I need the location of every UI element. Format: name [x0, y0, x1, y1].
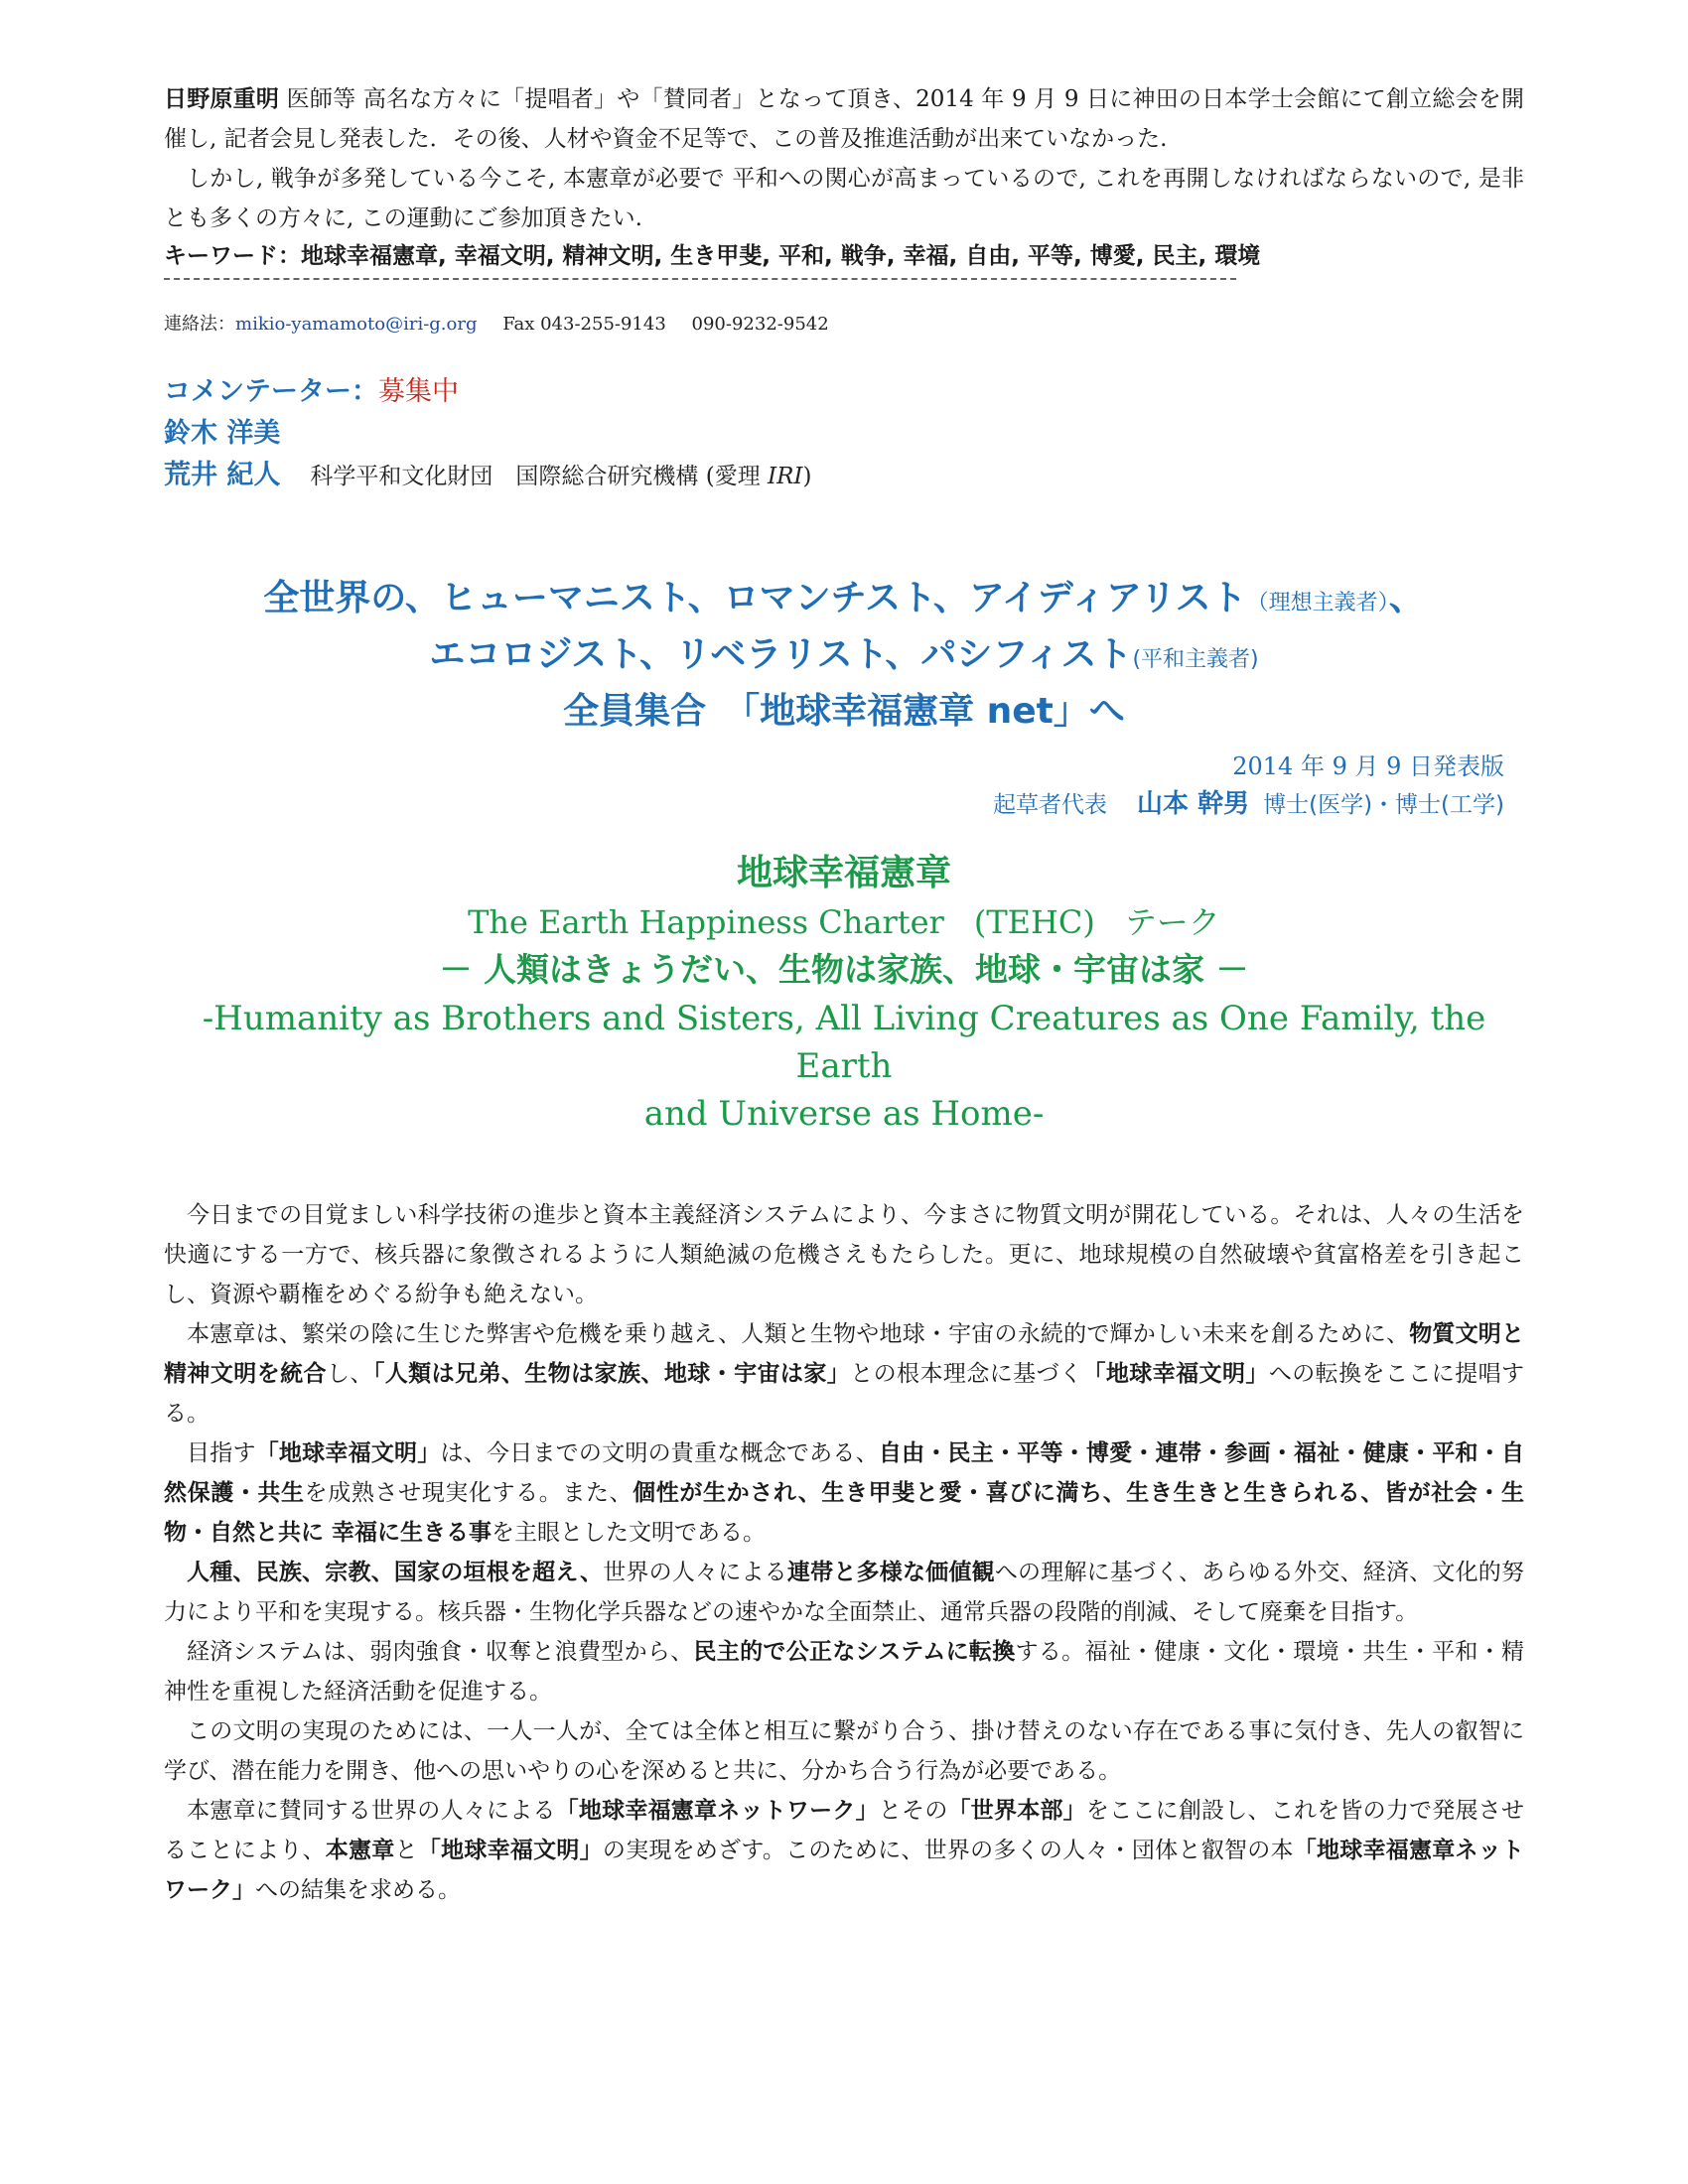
contact-fax: Fax 043-255-9143 — [502, 314, 666, 335]
contact-line — [164, 310, 1524, 336]
keywords-line: キーワード：地球幸福憲章, 幸福文明, 精神文明, 生き甲斐, 平和, 戦争, 幸福, 自由, 平等, 博愛, 民主, 環境 — [164, 243, 1261, 269]
charter-motto-jp: － 人類はきょうだい、生物は家族、地球・宇宙は家 － — [439, 950, 1249, 989]
charter-en-title: The Earth Happiness Charter (TEHC) テーク — [468, 903, 1220, 941]
author-name: 山本 幹男 — [1137, 789, 1250, 819]
intro-paragraph-2: しかし, 戦争が多発している今こそ, 本憲章が必要で 平和への関心が高まっているので, これを再開しなければならないので, 是非とも多くの方々に, この運動にご参加頂きたい. — [164, 166, 1524, 231]
commentator-org: 科学平和文化財団 国際総合研究機構 (愛理 IRI) — [310, 464, 812, 489]
body-paragraph-1: 今日までの目覚ましい科学技術の進歩と資本主義経済システムにより、今まさに物質文明が開花している。それは、人々の生活を快適にする一方で、核兵器に象徴されるように人類絶滅の危機さえもたらした。更に、地球規模の自然破壊や貧富格差を引き起こし、資源や覇権をめぐる紛争も絶えない。 — [164, 1202, 1524, 1307]
publication-date: 2014 年 9 月 9 日発表版 — [1232, 752, 1504, 780]
body-paragraph-2: 本憲章は、繁栄の陰に生じた弊害や危機を乗り越え、人類と生物や地球・宇宙の永続的で輝かしい未来を創るために、物質文明と精神文明を統合し、「人類は兄弟、生物は家族、地球・宇宙は家」との根本理念に基づく「地球幸福文明」への転換をここに提唱する。 — [164, 1321, 1525, 1427]
commentators-status: 募集中 — [378, 376, 459, 407]
call-to-gather-heading: 全世界の、ヒューマニスト、ロマンチスト、アイディアリスト（理想主義者）、 エコロジスト、リベラリスト、パシフィスト(平和主義者) 全員集合 「地球幸福憲章 net」へ — [263, 578, 1425, 732]
body-paragraph-5: 経済システムは、弱肉強食・収奪と浪費型から、民主的で公正なシステムに転換する。福祉・健康・文化・環境・共生・平和・精神性を重視した経済活動を促進する。 — [164, 1639, 1525, 1705]
body-paragraph-6: この文明の実現のためには、一人一人が、全ては全体と相互に繋がり合う、掛け替えのない存在である事に気付き、先人の叡智に学び、潜在能力を開き、他への思いやりの心を深めると共に、分かち合う行為が必要である。 — [164, 1718, 1524, 1784]
charter-motto-en-1: -Humanity as Brothers and Sisters, All Living Creatures as One Family, the Earth — [202, 999, 1486, 1086]
intro-text-1: 医師等 高名な方々に「提唱者」や「賛同者」となって頂き、2014 年 9 月 9 日に神田の日本学士会館にて創立総会を開催し, 記者会見し発表した．その後、人材や資金不足等で、この普及推進活動が出来ていなかった. — [164, 86, 1525, 152]
commentators-block — [164, 371, 1524, 497]
intro-paragraph-1 — [164, 79, 1524, 159]
body-paragraph-3: 目指す「地球幸福文明」は、今日までの文明の貴重な概念である、自由・民主・平等・博愛・連帯・参画・福祉・健康・平和・自然保護・共生を成熟させ現実化する。また、個性が生かされ、生き甲斐と愛・喜びに満ち、生き生きと生きられる、皆が社会・生物・自然と共に 幸福に生きる事を主眼とした文明である。 — [164, 1440, 1525, 1546]
contact-phone: 090-9232-9542 — [691, 314, 829, 335]
document-page — [164, 79, 1524, 1910]
body-paragraph-7: 本憲章に賛同する世界の人々による「地球幸福憲章ネットワーク」とその「世界本部」をここに創設し、これを皆の力で発展させることにより、本憲章と「地球幸福文明」の実現をめざす。このために、世界の多くの人々・団体と叡智の本「地球幸福憲章ネットワーク」への結集を求める。 — [164, 1798, 1525, 1903]
charter-title-block — [164, 848, 1524, 1138]
charter-body — [164, 1195, 1524, 1910]
contact-label: 連絡法： — [164, 314, 235, 335]
charter-motto-en-2: and Universe as Home- — [643, 1094, 1045, 1134]
commentator-name-1: 鈴木 洋美 — [164, 418, 281, 449]
intro-lead-name: 日野原重明 — [164, 86, 280, 112]
charter-jp-title: 地球幸福憲章 — [736, 853, 951, 893]
body-paragraph-4: 人種、民族、宗教、国家の垣根を超え、世界の人々による連帯と多様な価値観への理解に基づく、あらゆる外交、経済、文化的努力により平和を実現する。核兵器・生物化学兵器などの速やかな全面禁止、通常兵器の段階的削減、そして廃棄を目指す。 — [164, 1560, 1525, 1625]
commentators-label: コメンテーター： — [164, 376, 378, 407]
contact-email-link[interactable]: mikio-yamamoto@iri-g.org — [235, 314, 478, 335]
keywords-divider — [164, 278, 1236, 280]
commentator-name-2: 荒井 紀人 — [164, 460, 281, 490]
author-line: 起草者代表 山本 幹男 博士(医学)・博士(工学) — [993, 789, 1504, 819]
